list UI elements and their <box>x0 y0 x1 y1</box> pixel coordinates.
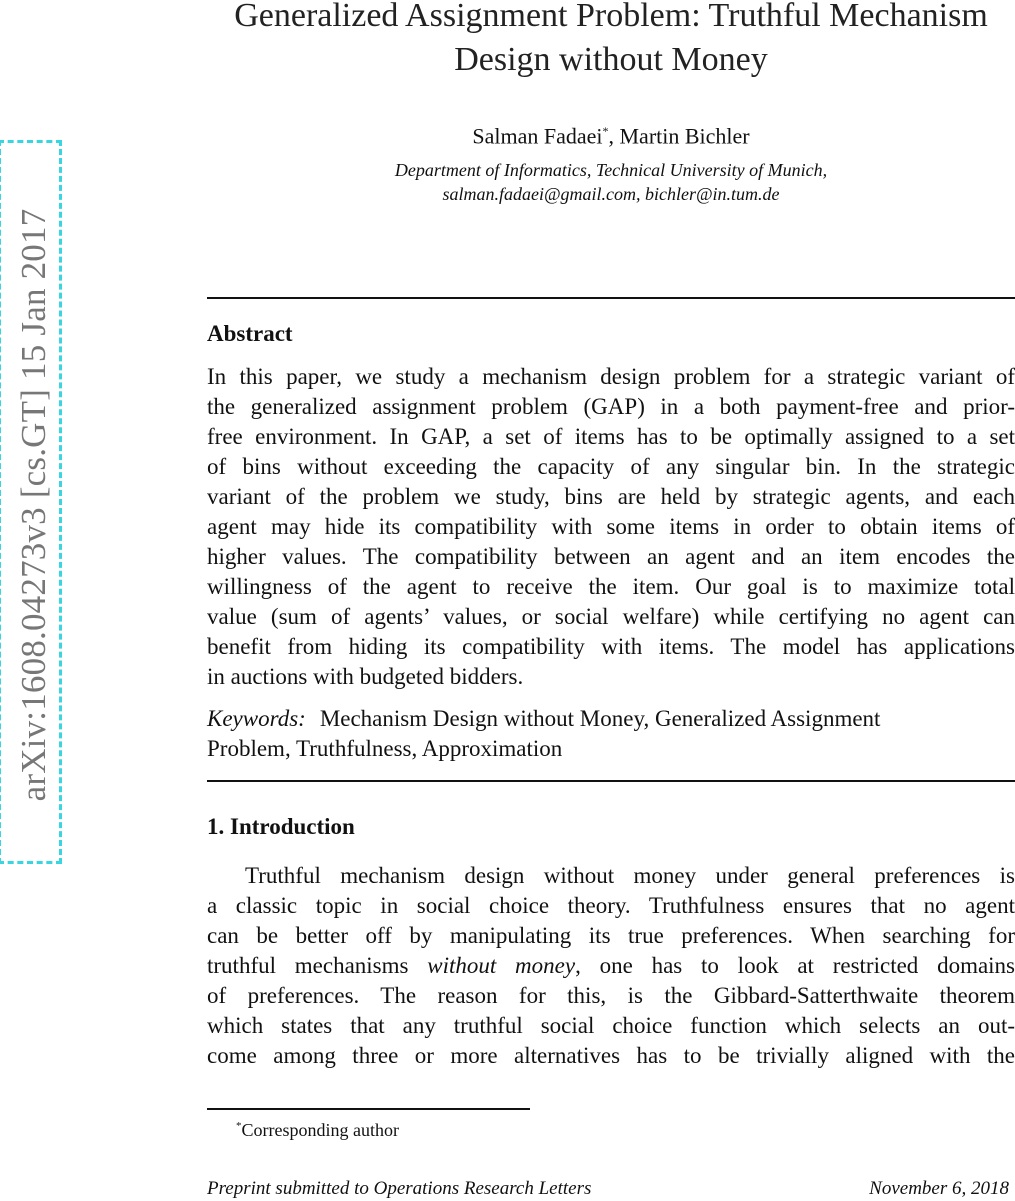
intro-line <box>207 951 1015 981</box>
abstract-line: variant of the problem we study, bins are held by strategic agents, and each <box>207 484 1015 509</box>
introduction-heading: 1. Introduction <box>207 814 355 839</box>
footnote-mark: * <box>236 1120 242 1132</box>
abstract-line: in auctions with budgeted bidders. <box>207 664 524 689</box>
keywords <box>207 704 1015 734</box>
preprint-date: November 6, 2018 <box>869 1178 1009 1199</box>
footnote-rule <box>207 1108 530 1110</box>
arxiv-identifier: arXiv:1608.04273v3 [cs.GT] 15 Jan 2017 <box>14 208 53 802</box>
author-2: , Martin Bichler <box>608 123 750 149</box>
affiliation: Department of Informatics, Technical University of Munich, <box>394 160 828 180</box>
intro-line-4-rest: , one has to look at restricted domains <box>575 953 1015 978</box>
abstract-line: higher values. The compatibility between an agent and an item encodes the <box>207 544 1015 569</box>
intro-line: which states that any truthful social choice function which selects an out- <box>207 1013 1015 1038</box>
preprint-note: Preprint submitted to Operations Research Letters <box>207 1178 592 1199</box>
intro-line-4-start: truthful mechanisms <box>207 953 409 978</box>
arxiv-stamp <box>0 140 62 864</box>
footnote <box>236 1114 399 1142</box>
authors <box>207 117 1015 150</box>
abstract-line: willingness of the agent to receive the item. Our goal is to maximize total <box>207 574 1015 599</box>
footnote-text: Corresponding author <box>241 1120 399 1140</box>
paper-title-line-2: Design without Money <box>454 41 768 78</box>
author-emails: salman.fadaei@gmail.com, bichler@in.tum.de <box>442 184 780 204</box>
keywords-label: Keywords: <box>207 706 306 731</box>
abstract-line: the generalized assignment problem (GAP) in a both payment-free and prior- <box>207 394 1015 419</box>
abstract-line: of bins without exceeding the capacity of any singular bin. In the strategic <box>207 454 1015 479</box>
intro-line: Truthful mechanism design without money under general preferences is <box>245 863 1015 888</box>
abstract-bottom-rule <box>207 780 1015 782</box>
corresponding-author-mark: * <box>602 124 609 138</box>
abstract-line: agent may hide its compatibility with some items in order to obtain items of <box>207 514 1015 539</box>
abstract-line: value (sum of agents’ values, or social welfare) while certifying no agent can <box>207 604 1015 629</box>
intro-line: come among three or more alternatives has to be trivially aligned with the <box>207 1043 1015 1068</box>
abstract-top-rule <box>207 297 1015 299</box>
abstract-line: benefit from hiding its compatibility with items. The model has applications <box>207 634 1015 659</box>
abstract-heading: Abstract <box>207 321 293 346</box>
intro-line: a classic topic in social choice theory. Truthfulness ensures that no agent <box>207 893 1015 918</box>
intro-line: can be better off by manipulating its true preferences. When searching for <box>207 923 1015 948</box>
abstract-line: In this paper, we study a mechanism design problem for a strategic variant of <box>207 364 1015 389</box>
paper-title-line-1: Generalized Assignment Problem: Truthful Mechanism <box>234 0 988 34</box>
keywords-line-1: Mechanism Design without Money, Generalized Assignment <box>319 706 881 731</box>
intro-line: of preferences. The reason for this, is the Gibbard-Satterthwaite theorem <box>207 983 1015 1008</box>
author-1: Salman Fadaei <box>472 123 603 149</box>
keywords-line-2: Problem, Truthfulness, Approximation <box>207 736 563 761</box>
emphasis-without-money: without money <box>427 953 576 978</box>
abstract-line: free environment. In GAP, a set of items has to be optimally assigned to a set <box>207 424 1015 449</box>
